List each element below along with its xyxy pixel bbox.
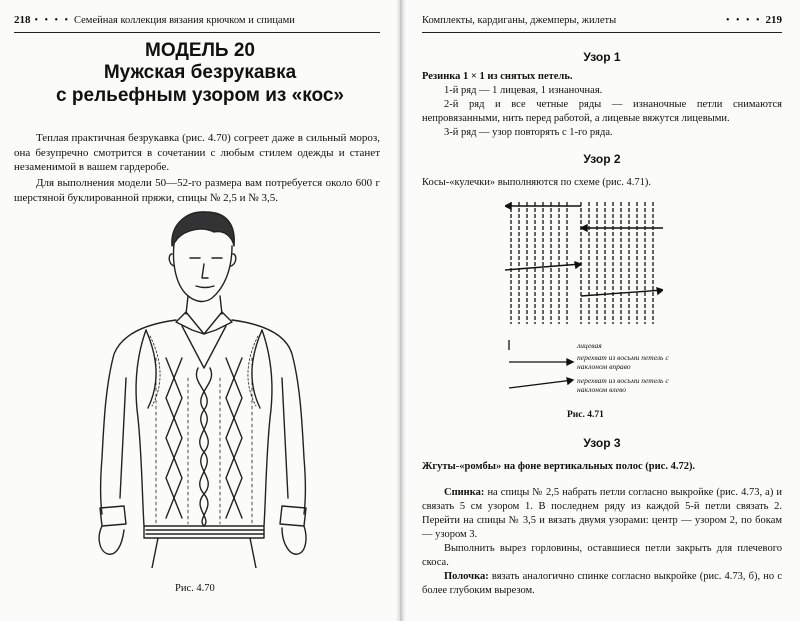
chart-legend bbox=[505, 338, 705, 400]
model-subtitle-2: с рельефным узором из «кос» bbox=[56, 84, 344, 106]
pattern3-name: Жгуты-«ромбы» на фоне вертикальных полос (рис. 4.72). bbox=[422, 461, 696, 472]
pattern1-row1: 1-й ряд — 1 лицевая, 1 изнаночная. bbox=[444, 85, 603, 96]
pattern3-text bbox=[422, 460, 782, 598]
right-page-number: 219 bbox=[765, 14, 782, 26]
pattern1-row3: 3-й ряд — узор повторять с 1-го ряда. bbox=[444, 127, 613, 138]
back-label: Спинка: bbox=[444, 487, 485, 498]
front-paragraph bbox=[422, 570, 782, 598]
pattern2-heading: Узор 2 bbox=[583, 152, 621, 166]
right-running-title: Комплекты, кардиганы, джемперы, жилеты bbox=[422, 14, 617, 26]
left-head-rule bbox=[14, 32, 380, 33]
vest-illustration bbox=[86, 208, 316, 568]
legend-cross-left: перехват из восьми петель с наклоном влево bbox=[577, 376, 669, 394]
legend-cross-right: перехват из восьми петель с наклоном вправо bbox=[577, 353, 669, 371]
pattern3-heading: Узор 3 bbox=[583, 436, 621, 450]
left-running-head bbox=[14, 14, 380, 26]
model-title: МОДЕЛЬ 20 bbox=[145, 40, 255, 61]
back-paragraph bbox=[422, 486, 782, 542]
neck-paragraph: Выполнить вырез горловины, оставшиеся петли закрыть для плечевого скоса. bbox=[422, 543, 782, 568]
pattern1-heading: Узор 1 bbox=[583, 50, 621, 64]
legend-knit: лицевая bbox=[577, 341, 602, 350]
knitting-chart bbox=[505, 198, 663, 328]
front-label: Полочка: bbox=[444, 571, 489, 582]
pattern1-row2: 2-й ряд и все четные ряды — изнаночные петли снимаются непровязанными, нить перед работой, а лицевые вяжутся лицевыми. bbox=[422, 99, 782, 124]
legend-symbols bbox=[505, 338, 585, 400]
left-page-number: 218 bbox=[14, 14, 31, 26]
running-head-dots: • • • • bbox=[34, 14, 71, 26]
model-title-block bbox=[0, 40, 400, 107]
back-text: на спицы № 2,5 набрать петли согласно выкройке (рис. 4.73, а) и связать 5 см узором 1. В последнем ряду из каждой 5-й петли связать 2. Перейти на спицы № 3,5 и вязать двумя узорами: центр — узором 2, по бокам — узором 3. bbox=[422, 487, 782, 540]
pattern2-text: Косы-«кулечки» выполняются по схеме (рис. 4.71). bbox=[422, 177, 652, 188]
pattern1-name: Резинка 1 × 1 из снятых петель. bbox=[422, 71, 573, 82]
figure-caption-471: Рис. 4.71 bbox=[567, 410, 604, 420]
right-running-head bbox=[422, 14, 782, 26]
right-head-rule bbox=[422, 32, 782, 33]
running-head-dots-right: • • • • bbox=[725, 14, 762, 26]
intro-paragraph: Теплая практичная безрукавка (рис. 4.70) согреет даже в сильный мороз, она безупречно смотрится в сочетании с любым стилем одежды и станет незаменимой в вашем гардеробе. bbox=[14, 132, 380, 173]
model-subtitle-1: Мужская безрукавка bbox=[103, 62, 297, 84]
yarn-paragraph: Для выполнения модели 50—52-го размера вам потребуется около 600 г шерстяной буклированной пряжи, спицы № 2,5 и № 3,5. bbox=[14, 177, 380, 204]
pattern1-text bbox=[422, 70, 782, 140]
figure-caption-470: Рис. 4.70 bbox=[175, 583, 215, 594]
left-running-title: Семейная коллекция вязания крючком и спицами bbox=[74, 14, 295, 26]
front-text: вязать аналогично спинке согласно выкройке (рис. 4.73, б), но с более глубоким вырезом. bbox=[422, 571, 782, 596]
